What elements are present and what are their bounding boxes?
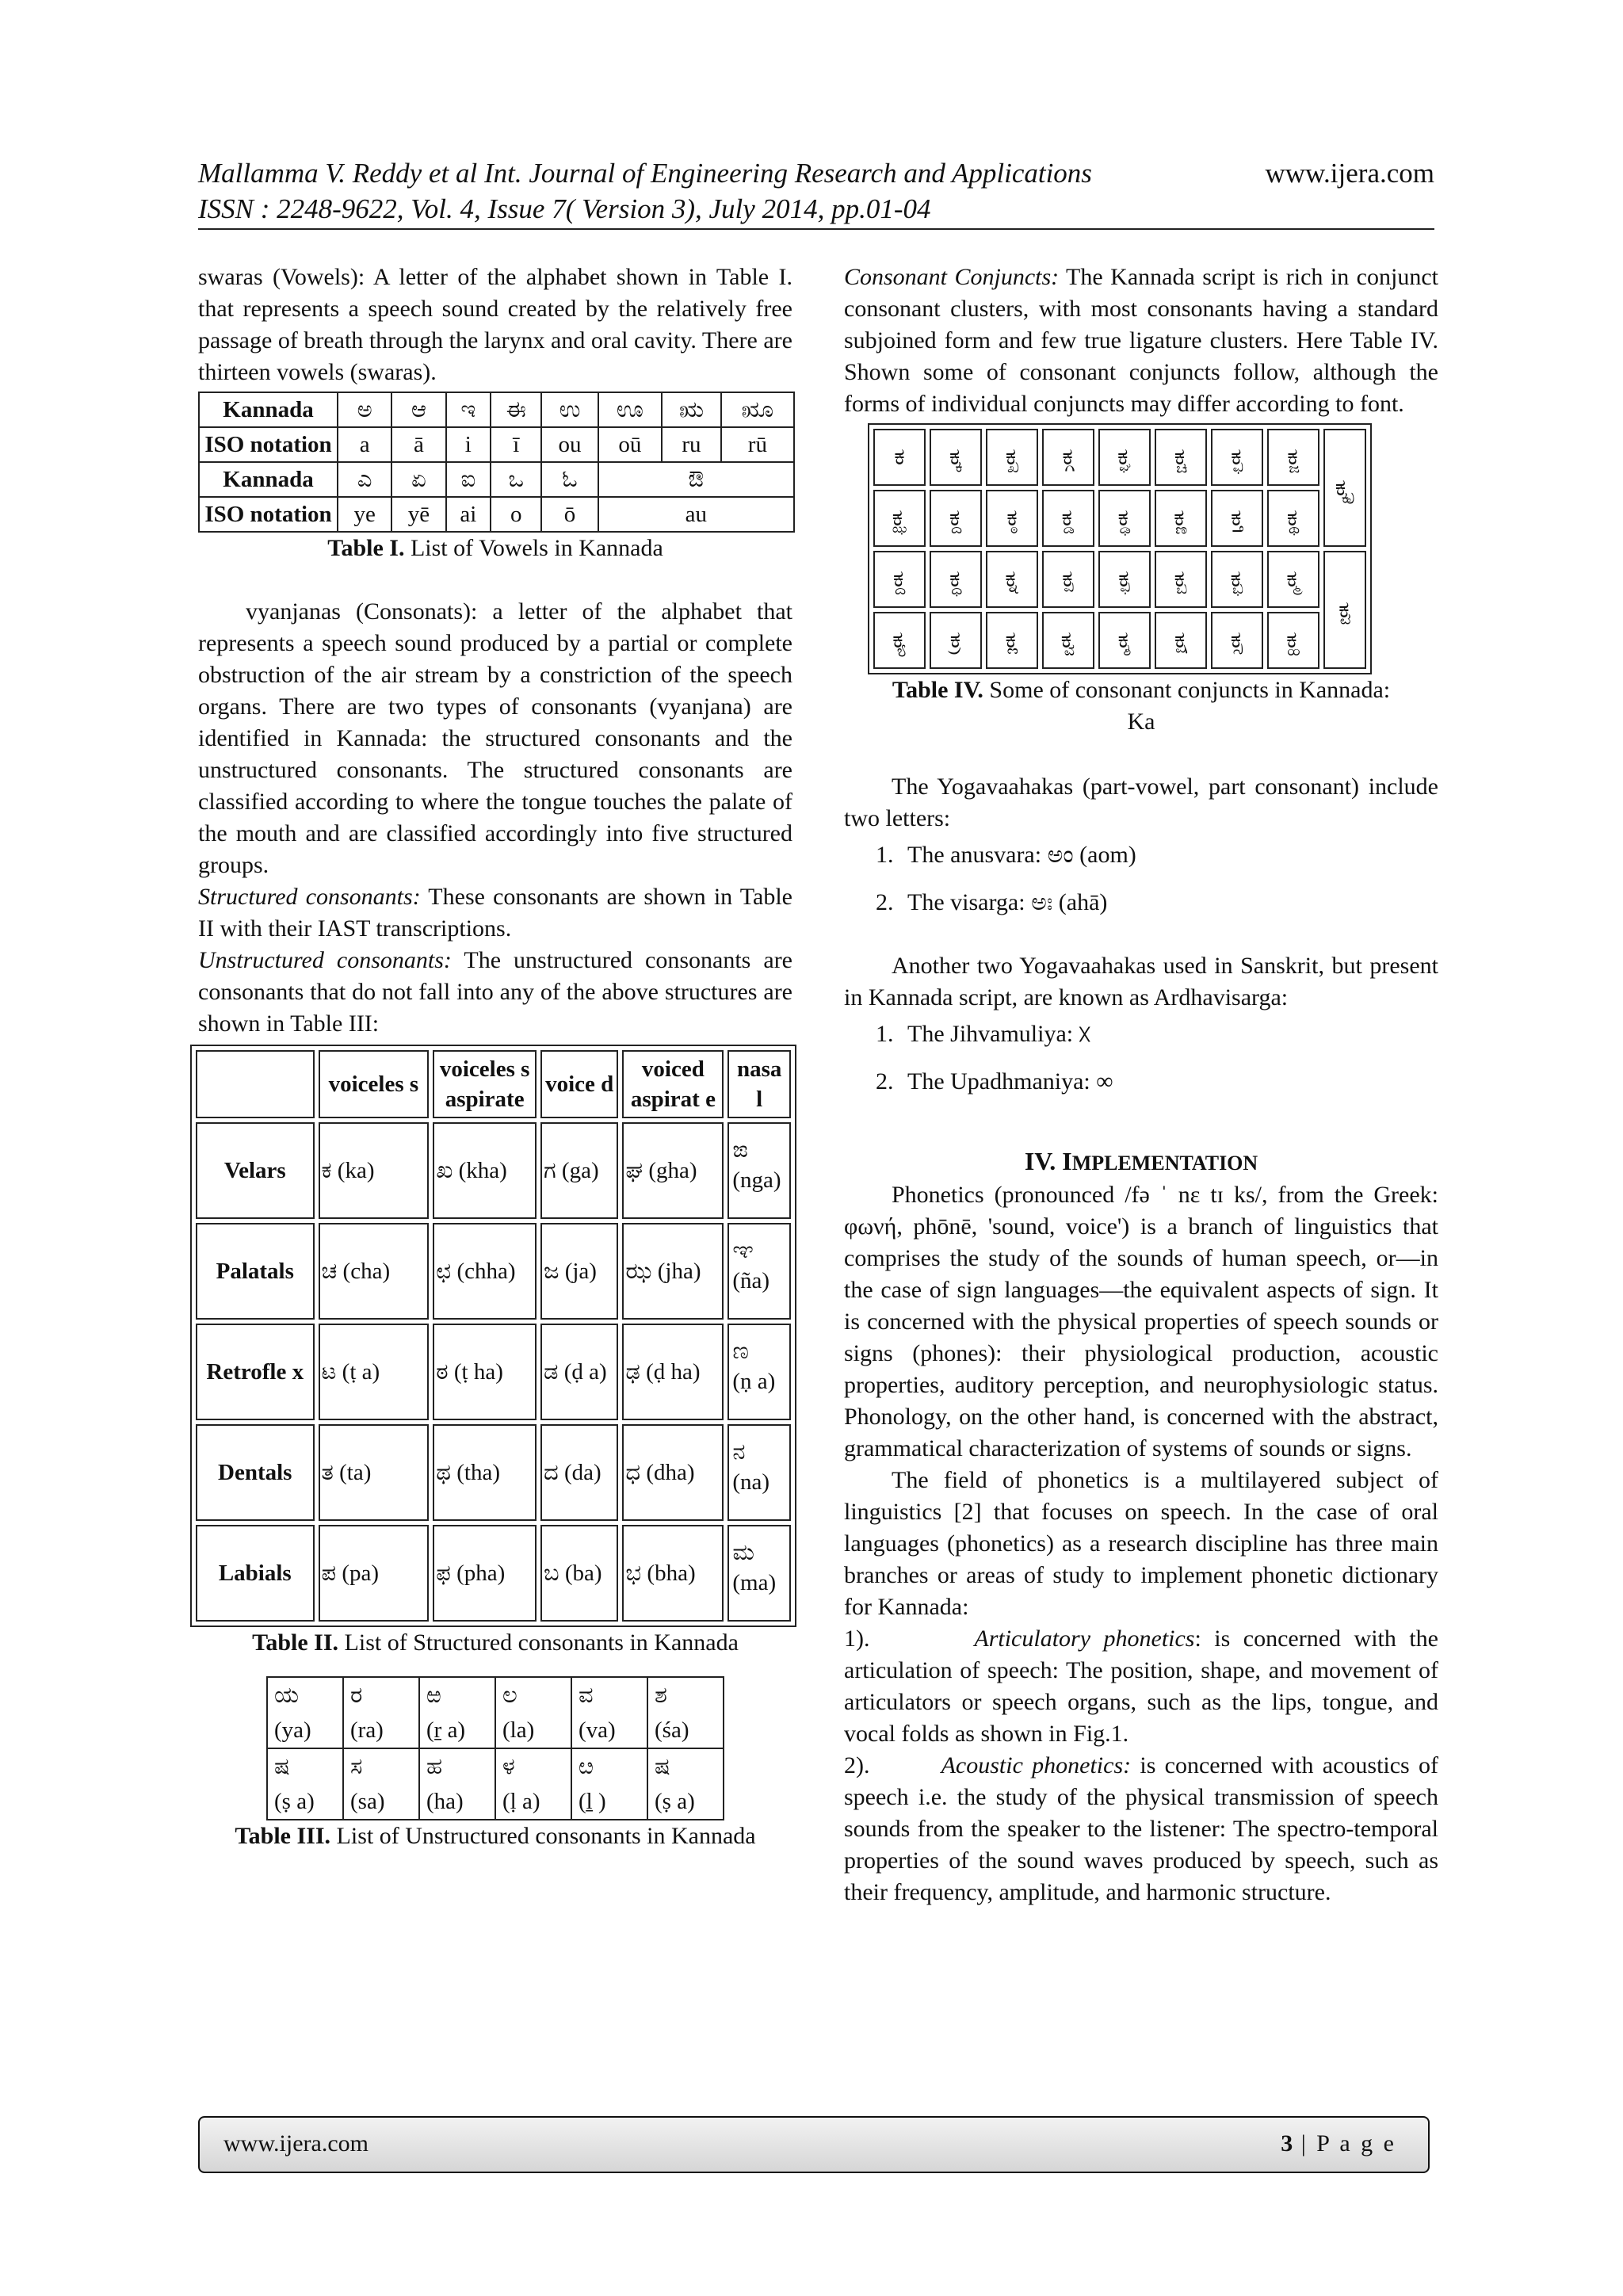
section-heading bbox=[844, 1145, 1438, 1179]
transcription: (ḻ ) bbox=[579, 1789, 606, 1814]
nasal-char: ಙ bbox=[732, 1137, 748, 1163]
table-cell: ಕ್ಷ bbox=[1155, 612, 1207, 669]
table-cell: ಕ್ಚ bbox=[1155, 429, 1207, 486]
nasal-char: ಮ bbox=[732, 1540, 754, 1565]
list-item: 2. The Upadhmaniya: ∞ bbox=[899, 1066, 1438, 1098]
table-cell: ō bbox=[541, 497, 598, 532]
kannada-char: ಹ bbox=[426, 1754, 443, 1779]
table-cell: ಟ (ṭ a) bbox=[319, 1324, 430, 1420]
vowels-paragraph: swaras (Vowels): A letter of the alphabet shown in Table I. that represents a speech sound created by the relatively free passage of breath through the larynx and oral cavity. There are thirteen vowels (swaras). bbox=[198, 264, 792, 385]
page-label: | P a g e bbox=[1293, 2130, 1396, 2157]
caption-text: List of Vowels in Kannada bbox=[404, 535, 663, 561]
table-cell: ಕ್ಕ bbox=[930, 429, 982, 486]
table-cell: ಝ (jha) bbox=[622, 1223, 724, 1320]
table-row bbox=[196, 1424, 791, 1521]
table-cell: ai bbox=[446, 497, 491, 532]
table-cell: ಛ (chha) bbox=[433, 1223, 537, 1320]
header-journal-line: Mallamma V. Reddy et al Int. Journal of Engineering Research and Applications bbox=[198, 158, 1092, 189]
acoustic-text: is concerned with acoustics of speech i.e. the study of the physical transmission of speech sounds from the speaker to the listener: The spectro-temporal properties of the sound waves produced by speech, such as their frequency, amplitude, and harmonic structure. bbox=[844, 1752, 1438, 1905]
table-cell: ಡ (ḍ a) bbox=[540, 1324, 618, 1420]
table-cell: ಇ bbox=[446, 392, 491, 427]
table-cell: ಎ bbox=[338, 462, 391, 497]
table-cell: ಕ್ಹ bbox=[1267, 612, 1319, 669]
transcription: (sa) bbox=[350, 1789, 385, 1814]
table-cell: ಕ್ಣ bbox=[1155, 490, 1207, 547]
table-cell: ಪ (pa) bbox=[319, 1525, 430, 1622]
table-cell: au bbox=[598, 497, 794, 532]
table-row bbox=[196, 1223, 791, 1320]
nasal-transcription: (ña) bbox=[732, 1268, 770, 1293]
table-cell: ಕ್ರ bbox=[930, 612, 982, 669]
table-cell: ಕ್ಧ bbox=[930, 551, 982, 608]
table-cell: ಕ್ಸ bbox=[1211, 612, 1263, 669]
table-cell bbox=[419, 1677, 495, 1748]
caption-label: Table II. bbox=[252, 1629, 339, 1656]
unstructured-paragraph bbox=[198, 945, 792, 1040]
footer-url[interactable]: www.ijera.com bbox=[223, 2130, 369, 2157]
header-rule bbox=[198, 228, 1434, 230]
table-cell: ಉ bbox=[541, 392, 598, 427]
table-cell: ಕ್ಖ bbox=[986, 429, 1038, 486]
table-cell: ಢ (ḍ ha) bbox=[622, 1324, 724, 1420]
term-conjuncts: Consonant Conjuncts: bbox=[844, 264, 1060, 290]
table-cell: i bbox=[446, 427, 491, 462]
structured-paragraph bbox=[198, 881, 792, 945]
table1-caption bbox=[198, 533, 792, 564]
nasal-cell bbox=[727, 1424, 791, 1521]
right-column bbox=[844, 262, 1438, 1908]
transcription: (ṣ a) bbox=[274, 1789, 315, 1814]
table-cell: ಒ bbox=[491, 462, 541, 497]
table-cell: ಋ bbox=[662, 392, 721, 427]
table-cell: ಕ್ಜ bbox=[1267, 429, 1319, 486]
conjuncts-text: The Kannada script is rich in conjunct consonant clusters, with most consonants having a standard subjoined form and few true ligature clusters. Here Table IV. Shown some of consonant conjuncts follow, although the forms of individual conjuncts may differ according to font. bbox=[844, 264, 1438, 417]
table-cell bbox=[267, 1748, 343, 1820]
table-cell: ಅ bbox=[338, 392, 391, 427]
row-head: Palatals bbox=[196, 1223, 315, 1320]
table-cell: ಕ್ತ bbox=[1211, 490, 1263, 547]
table-row bbox=[199, 392, 794, 427]
table-row bbox=[873, 429, 1366, 486]
table-vowels bbox=[198, 392, 795, 533]
caption-label: Table IV. bbox=[892, 677, 983, 703]
table-cell: ಘ (gha) bbox=[622, 1122, 724, 1219]
table3-caption bbox=[198, 1820, 792, 1852]
row-head: Retrofle x bbox=[196, 1324, 315, 1420]
table-cell: ಕ್ವ bbox=[1042, 612, 1094, 669]
table-row bbox=[196, 1122, 791, 1219]
kannada-char: ಶ bbox=[655, 1683, 667, 1708]
transcription: (ha) bbox=[426, 1789, 464, 1814]
table-unstructured-consonants bbox=[266, 1676, 724, 1820]
articulatory-item bbox=[844, 1623, 1438, 1750]
list-item: 1. The anusvara: ಅಂ (aom) bbox=[899, 839, 1438, 871]
column-header: nasa l bbox=[727, 1050, 791, 1118]
nasal-transcription: (na) bbox=[732, 1469, 770, 1495]
caption-label: Table I. bbox=[327, 535, 405, 561]
table-cell: ಕ್ಡ bbox=[1042, 490, 1094, 547]
table-cell: ಕ್ಟ bbox=[1323, 551, 1366, 669]
header-url[interactable]: www.ijera.com bbox=[1265, 158, 1434, 189]
corner-cell bbox=[196, 1050, 315, 1118]
running-header bbox=[198, 155, 1434, 227]
table-cell bbox=[419, 1748, 495, 1820]
row-head: ISO notation bbox=[199, 427, 338, 462]
table-cell bbox=[647, 1677, 724, 1748]
table-cell bbox=[343, 1677, 419, 1748]
table-cell: ಕ್ಥ bbox=[1267, 490, 1319, 547]
table-cell: ಕ್ಗ bbox=[1042, 429, 1094, 486]
table-cell: ಕ್ಪ bbox=[1042, 551, 1094, 608]
unstructured-text: The unstructured consonants are consonants that do not fall into any of the above structures are shown in Table III: bbox=[198, 947, 792, 1037]
table-cell bbox=[267, 1677, 343, 1748]
table4-caption bbox=[844, 674, 1438, 738]
transcription: (ṣ a) bbox=[655, 1789, 695, 1814]
kannada-char: ಸ bbox=[350, 1754, 363, 1779]
table-cell: ಐ bbox=[446, 462, 491, 497]
term-articulatory: Articulatory phonetics bbox=[974, 1626, 1195, 1652]
table-cell: ಕ್ಘ bbox=[1098, 429, 1151, 486]
table-cell: ಏ bbox=[391, 462, 445, 497]
table-cell: ದ (da) bbox=[540, 1424, 618, 1521]
table-cell: ತ (ta) bbox=[319, 1424, 430, 1521]
table-cell: ಕ್ಛ bbox=[1211, 429, 1263, 486]
nasal-cell bbox=[727, 1122, 791, 1219]
table-cell: ou bbox=[541, 427, 598, 462]
term-unstructured: Unstructured consonants: bbox=[198, 947, 452, 973]
caption-label: Table III. bbox=[235, 1823, 331, 1849]
table-row bbox=[873, 490, 1366, 547]
nasal-cell bbox=[727, 1223, 791, 1320]
term-structured: Structured consonants: bbox=[198, 884, 421, 910]
table-row bbox=[199, 427, 794, 462]
nasal-cell bbox=[727, 1525, 791, 1622]
table-cell: o bbox=[491, 497, 541, 532]
nasal-char: ಣ bbox=[732, 1339, 749, 1364]
table-cell: ಕ್ಯ bbox=[873, 612, 926, 669]
yogavaahakas-paragraph: The Yogavaahakas (part-vowel, part consonant) include two letters: bbox=[844, 774, 1438, 831]
nasal-transcription: (ṇ a) bbox=[732, 1369, 776, 1394]
column-header: voice d bbox=[540, 1050, 618, 1118]
table-structured-consonants bbox=[190, 1045, 796, 1627]
nasal-char: ಞ bbox=[732, 1238, 754, 1263]
table-cell: ಜ (ja) bbox=[540, 1223, 618, 1320]
kannada-char: ಱ bbox=[426, 1683, 441, 1708]
table-row bbox=[199, 462, 794, 497]
table-cell: ಬ (ba) bbox=[540, 1525, 618, 1622]
kannada-char: ಳ bbox=[502, 1754, 515, 1779]
table-cell: ಊ bbox=[598, 392, 662, 427]
item-number: 1). bbox=[844, 1626, 870, 1652]
term-acoustic: Acoustic phonetics: bbox=[941, 1752, 1132, 1778]
ardhavisarga-list bbox=[844, 1018, 1438, 1098]
caption-text: List of Unstructured consonants in Kannada bbox=[330, 1823, 756, 1849]
kannada-char: ರ bbox=[350, 1683, 363, 1708]
table-row bbox=[196, 1324, 791, 1420]
list-item: 2. The visarga: ಅಃ (ahā) bbox=[899, 887, 1438, 919]
item-number: 2). bbox=[844, 1752, 870, 1778]
table-cell: oū bbox=[598, 427, 662, 462]
header-issn-line: ISSN : 2248-9622, Vol. 4, Issue 7( Version 3), July 2014, pp.01-04 bbox=[198, 193, 931, 224]
table-cell: ಫ (pha) bbox=[433, 1525, 537, 1622]
table-cell bbox=[571, 1677, 647, 1748]
nasal-char: ನ bbox=[732, 1439, 746, 1465]
table-row bbox=[199, 497, 794, 532]
table-row bbox=[873, 551, 1366, 608]
table-cell: ಕ್ಕೃ bbox=[1323, 429, 1366, 547]
structured-text: These consonants are shown in Table II with their IAST transcriptions. bbox=[198, 884, 792, 942]
table-cell: ಕ್ಝ bbox=[873, 490, 926, 547]
table-cell: ಕ್ಲ bbox=[986, 612, 1038, 669]
articulatory-text: : is concerned with the articulation of speech: The position, shape, and movement of articulators or speech organs, such as the lips, tongue, and vocal folds as shown in Fig.1. bbox=[844, 1626, 1438, 1747]
yogavaahakas-list bbox=[844, 839, 1438, 919]
table-cell: ಕ್ದ bbox=[873, 551, 926, 608]
table-cell: ye bbox=[338, 497, 391, 532]
table-cell bbox=[343, 1748, 419, 1820]
column-header: voiced aspirat e bbox=[622, 1050, 724, 1118]
kannada-char: ಷ bbox=[655, 1754, 670, 1779]
transcription: (śa) bbox=[655, 1717, 689, 1743]
caption-text: List of Structured consonants in Kannada bbox=[338, 1629, 739, 1656]
heading-rest: MPLEMENTATION bbox=[1071, 1152, 1258, 1175]
ardhavisarga-paragraph: Another two Yogavaahakas used in Sanskrit, but present in Kannada script, are known as Ardhavisarga: bbox=[844, 953, 1438, 1010]
table-cell: ಕ್ಶ bbox=[1098, 612, 1151, 669]
kannada-char: ಯ bbox=[274, 1683, 300, 1708]
kannada-char: ಷ bbox=[274, 1754, 290, 1779]
table-cell: ಕ್ಮ bbox=[1267, 551, 1319, 608]
table-cell: a bbox=[338, 427, 391, 462]
table2-caption bbox=[198, 1627, 792, 1659]
acoustic-item bbox=[844, 1750, 1438, 1908]
table-cell: ಧ (dha) bbox=[622, 1424, 724, 1521]
table-cell: ಕ bbox=[873, 429, 926, 486]
field-paragraph: The field of phonetics is a multilayered subject of linguistics [2] that focuses on speech. In the case of oral languages (phonetics) as a research discipline has three main branches or areas of study to implement phonetic dictionary for Kannada: bbox=[844, 1467, 1438, 1620]
table-cell: ಗ (ga) bbox=[540, 1122, 618, 1219]
table-cell: ಕ್ಬ bbox=[1155, 551, 1207, 608]
table-cell: ī bbox=[491, 427, 541, 462]
table-cell: ೠ bbox=[721, 392, 794, 427]
table-cell: ಚ (cha) bbox=[319, 1223, 430, 1320]
transcription: (va) bbox=[579, 1717, 616, 1743]
table-row bbox=[267, 1748, 724, 1820]
nasal-cell bbox=[727, 1324, 791, 1420]
row-head: ISO notation bbox=[199, 497, 338, 532]
table-cell bbox=[571, 1748, 647, 1820]
table-cell: ā bbox=[391, 427, 445, 462]
table-cell: rū bbox=[721, 427, 794, 462]
page-number bbox=[1281, 2130, 1396, 2157]
table-cell: ಕ್ಢ bbox=[1098, 490, 1151, 547]
caption-text: Some of consonant conjuncts in Kannada: Ka bbox=[983, 677, 1391, 735]
table-cell: ಕ್ಫ bbox=[1098, 551, 1151, 608]
table-conjuncts bbox=[868, 423, 1372, 674]
table-cell: ಆ bbox=[391, 392, 445, 427]
table-cell: ಓ bbox=[541, 462, 598, 497]
table-cell: ru bbox=[662, 427, 721, 462]
table-cell bbox=[647, 1748, 724, 1820]
consonants-paragraph: vyanjanas (Consonats): a letter of the alphabet that represents a speech sound produced by a partial or complete obstruction of the air stream by a constriction of the speech organs. There are two types of consonants (vyanjana) are identified in Kannada: the structured consonants and the unstructured consonants. The structured consonants are classified according to where the tongue touches the palate of the mouth and are classified accordingly into five structured groups. bbox=[198, 598, 792, 878]
row-head: Kannada bbox=[199, 392, 338, 427]
row-head: Labials bbox=[196, 1525, 315, 1622]
kannada-char: ಲ bbox=[502, 1683, 517, 1708]
table-cell: ಕ್ದ bbox=[930, 490, 982, 547]
conjuncts-paragraph bbox=[844, 262, 1438, 420]
table-cell: ಠ (ṭ ha) bbox=[433, 1324, 537, 1420]
table-cell: ಕ (ka) bbox=[319, 1122, 430, 1219]
table-header-row bbox=[196, 1050, 791, 1118]
table-cell bbox=[495, 1748, 571, 1820]
nasal-transcription: (ma) bbox=[732, 1570, 777, 1595]
heading-prefix: IV. I bbox=[1024, 1147, 1072, 1175]
page-number-value: 3 bbox=[1281, 2130, 1293, 2157]
column-header: voiceles s aspirate bbox=[433, 1050, 537, 1118]
column-header: voiceles s bbox=[319, 1050, 430, 1118]
phonetics-paragraph: Phonetics (pronounced /fə ˈ nɛ tɪ ks/, from the Greek: φωνή, phōnē, 'sound, voice') is a branch of linguistics that comprises the study of the sounds of human speech, or—in the case of sign languages—the equivalent aspects of sign. It is concerned with the physical properties of speech sounds or signs (phones): their physiological production, acoustic properties, auditory perception, and neurophysiologic status. Phonology, on the other hand, is concerned with the abstract, grammatical characterization of systems of sounds or signs. bbox=[844, 1182, 1438, 1461]
row-head: Dentals bbox=[196, 1424, 315, 1521]
transcription: (ḷ a) bbox=[502, 1789, 540, 1814]
table-cell bbox=[495, 1677, 571, 1748]
transcription: (ya) bbox=[274, 1717, 311, 1743]
kannada-char: ೞ bbox=[579, 1754, 594, 1779]
table-row bbox=[873, 612, 1366, 669]
list-item: 1. The Jihvamuliya: ᳵ bbox=[899, 1018, 1438, 1050]
left-column bbox=[198, 262, 792, 1852]
table-cell: ಥ (tha) bbox=[433, 1424, 537, 1521]
row-head: Kannada bbox=[199, 462, 338, 497]
table-cell: ಭ (bha) bbox=[622, 1525, 724, 1622]
nasal-transcription: (nga) bbox=[732, 1167, 781, 1193]
table-cell: ಔ bbox=[598, 462, 794, 497]
table-row bbox=[196, 1525, 791, 1622]
transcription: (ṟ a) bbox=[426, 1717, 466, 1743]
page-footer bbox=[198, 2116, 1430, 2173]
table-cell: ಕ್ಠ bbox=[986, 490, 1038, 547]
table-row bbox=[267, 1677, 724, 1748]
transcription: (ra) bbox=[350, 1717, 384, 1743]
table-cell: yē bbox=[391, 497, 445, 532]
table-cell: ಈ bbox=[491, 392, 541, 427]
transcription: (la) bbox=[502, 1717, 535, 1743]
table-cell: ಕ್ಭ bbox=[1211, 551, 1263, 608]
table-cell: ಕ್ನ bbox=[986, 551, 1038, 608]
kannada-char: ವ bbox=[579, 1683, 594, 1708]
table-cell: ಖ (kha) bbox=[433, 1122, 537, 1219]
row-head: Velars bbox=[196, 1122, 315, 1219]
